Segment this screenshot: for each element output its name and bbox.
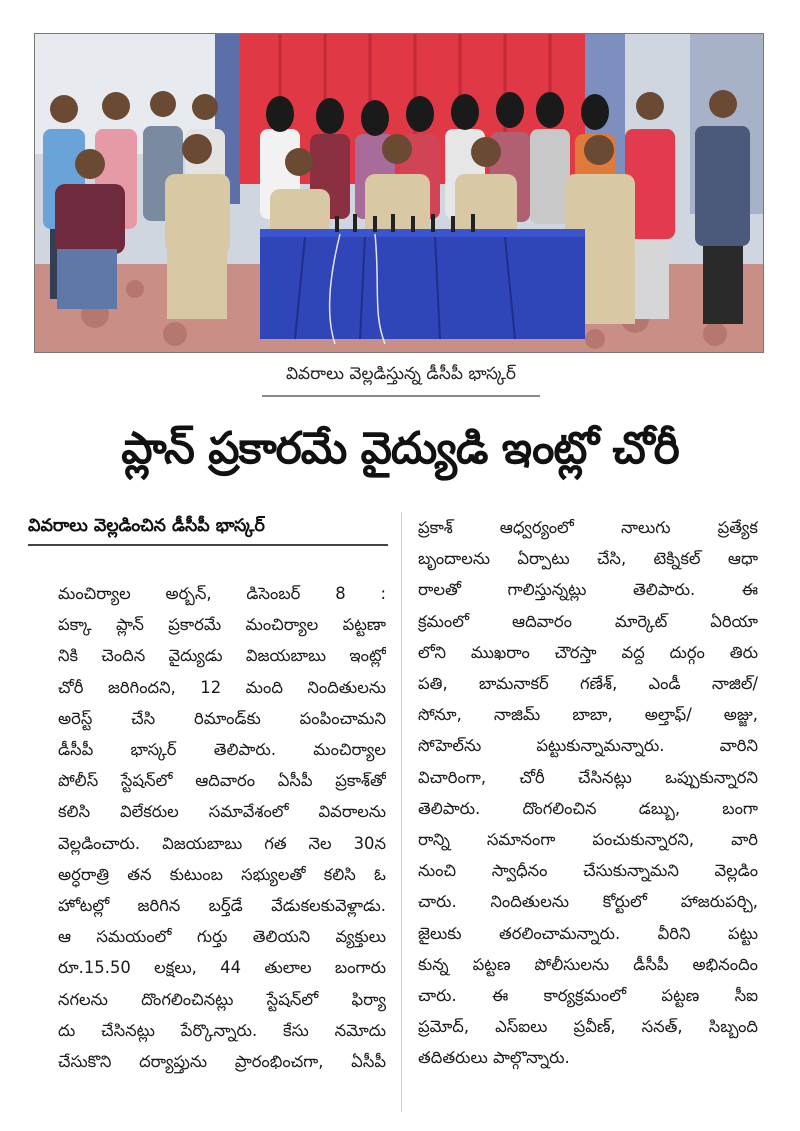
body-line: పక్కా ప్లాన్ ప్రకారమే మంచిర్యాల పట్టణా bbox=[58, 615, 386, 635]
body-line: ఆ సమయంలో గుర్తు తెలియని వ్యక్తులు bbox=[58, 927, 386, 947]
body-line: నికి చెందిన వైద్యుడు విజయబాబు ఇంట్లో bbox=[58, 646, 386, 666]
body-line: హోటల్లో జరిగిన బర్త్‌డే వేడుకలకువెళ్లాడు. bbox=[58, 896, 386, 916]
body-line: కలిసి విలేకరుల సమావేశంలో వివరాలను bbox=[58, 802, 386, 822]
body-line: అరెస్ట్ చేసి రిమాండ్‌కు పంపించామని bbox=[58, 708, 386, 728]
body-line: సోనూ, నాజిమ్ బాబా, అల్తాఫ్/ అజ్జు, bbox=[418, 705, 758, 725]
body-line: పోలీస్ స్టేషన్‌లో ఆదివారం ఏసీపీ ప్రకాశ్‌తో bbox=[58, 771, 386, 791]
body-line: ప్రమోద్, ఎస్ఐలు ప్రవీణ్, సనత్, సిబ్బంది bbox=[418, 1017, 758, 1037]
body-line: పతి, బామనాకర్ గణేశ్, ఎండీ నాజిల్/ bbox=[418, 674, 758, 694]
body-line: కున్న పట్టణ పోలీసులను డీసీపీ అభినందిం bbox=[418, 954, 758, 974]
body-line: ప్రకాశ్ ఆధ్వర్యంలో నాలుగు ప్రత్యేక bbox=[418, 518, 758, 537]
body-line: లోని ముఖరాం చౌరస్తా వద్ద దుర్గం తిరు bbox=[418, 642, 758, 662]
body-line: చేసుకొని దర్యాప్తును ప్రారంభించగా, ఏసీపీ bbox=[58, 1052, 386, 1072]
body-line: తదితరులు పాల్గొన్నారు. bbox=[418, 1048, 570, 1068]
article-subheadline: వివరాలు వెల్లడించిన డీసీపీ భాస్కర్ bbox=[28, 516, 388, 546]
body-line: సోహెల్‌ను పట్టుకున్నామన్నారు. వారిని bbox=[418, 736, 758, 756]
column-divider bbox=[401, 512, 402, 1112]
body-line: దు చేసినట్లు పేర్కొన్నారు. కేసు నమోదు bbox=[58, 1020, 386, 1040]
body-line: రూ.15.50 లక్షలు, 44 తులాల బంగారు bbox=[58, 958, 386, 978]
body-line: బృందాలను ఏర్పాటు చేసి, టెక్నికల్ ఆధా bbox=[418, 549, 758, 569]
body-line: చారు. ఈ కార్యక్రమంలో పట్టణ సీఐ bbox=[418, 986, 758, 1006]
article-body-right-column bbox=[418, 512, 758, 1074]
body-line: చోరీ జరిగిందని, 12 మంది నిందితులను bbox=[58, 677, 386, 697]
body-line: చారు. నిందితులను కోర్టులో హాజరుపర్చి, bbox=[418, 892, 758, 912]
body-line: విచారింగా, చోరీ చేసినట్లు ఒప్పుకున్నారని bbox=[418, 767, 758, 787]
body-line: అర్ధరాత్రి తన కుటుంబ సభ్యులతో కలిసి ఓ bbox=[58, 864, 386, 884]
body-line: క్రమంలో ఆదివారం మార్కెట్ ఏరియా bbox=[418, 611, 758, 631]
press-conference-photo bbox=[34, 33, 764, 353]
body-line: జైలుకు తరలించామన్నారు. వీరిని పట్టు bbox=[418, 923, 758, 943]
photo-caption: వివరాలు వెల్లడిస్తున్న డీసీపీ భాస్కర్ bbox=[262, 357, 540, 397]
body-line: నుంచి స్వాధీనం చేసుకున్నామని వెల్లడిం bbox=[418, 861, 758, 881]
article-body-left-column bbox=[58, 578, 386, 1077]
body-line: నగలను దొంగలించినట్లు స్టేషన్‌లో ఫిర్యా bbox=[58, 989, 386, 1009]
body-line: మంచిర్యాల అర్బన్, డిసెంబర్ 8 : bbox=[58, 584, 386, 603]
body-line: డీసీపీ భాస్కర్ తెలిపారు. మంచిర్యాల bbox=[58, 740, 386, 760]
body-line: తెలిపారు. దొంగలించిన డబ్బు, బంగా bbox=[418, 798, 758, 818]
body-line: వెల్లడించారు. విజయబాబు గత నెల 30న bbox=[58, 833, 386, 853]
body-line: రాన్ని సమానంగా పంచుకున్నారని, వారి bbox=[418, 830, 758, 850]
article-headline: ప్లాన్ ప్రకారమే వైద్యుడి ఇంట్లో చోరీ bbox=[121, 423, 679, 474]
body-line: రాలతో గాలిస్తున్నట్లు తెలిపారు. ఈ bbox=[418, 580, 758, 600]
